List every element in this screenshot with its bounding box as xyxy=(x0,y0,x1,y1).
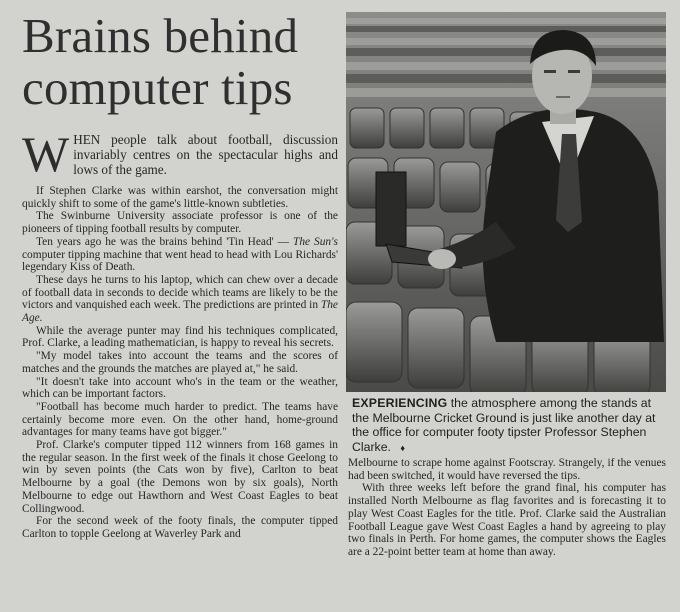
photo-professor-in-stands xyxy=(346,12,666,392)
paragraph: The Swinburne University associate professor is one of the pioneers of tipping football results by computer. xyxy=(22,210,338,236)
paragraph: With three weeks left before the grand final, his computer has installed North Melbourne as flag favorites and is forecasting it to play West Coast Eagles for the title. Prof. Clarke said the Australian Football League gave West Coast Eagles a hand by agreeing to play two finals in Perth. For home games, the computer shows the Eagles are a 22-point better team at home than away. xyxy=(348,482,666,558)
end-mark: ♦ xyxy=(400,442,405,453)
publication-name: The Age. xyxy=(22,299,338,325)
paragraph xyxy=(22,236,338,274)
publication-name: The Sun's xyxy=(293,235,338,248)
paragraph: "My model takes into account the teams and the scores of matches and the grounds the matches are played at," he said. xyxy=(22,350,338,375)
paragraph xyxy=(22,274,338,325)
article-right-column xyxy=(348,457,666,559)
paragraph: For the second week of the footy finals, the computer tipped Carlton to topple Geelong at Waverley Park and xyxy=(22,515,338,540)
caption-text: the atmosphere among the stands at the Melbourne Cricket Ground is just like another day at the office for computer footy tipster Professor Stephen Clarke. xyxy=(352,396,656,454)
paragraph-text: Ten years ago he was the brains behind 'Tin Head' — xyxy=(36,235,290,248)
paragraph: If Stephen Clarke was within earshot, the conversation might quickly shift to some of the game's little-known subtleties. xyxy=(22,185,338,210)
paragraph: While the average punter may find his techniques complicated, Prof. Clarke, a leading mathematician, is happy to reveal his secrets. xyxy=(22,324,338,350)
paragraph: "Football has become much harder to predict. The teams have certainly become more even. On the other hand, home-ground advantages for many teams have got bigger." xyxy=(22,400,338,439)
headline xyxy=(22,10,342,114)
paragraph: Melbourne to scrape home against Footscray. Strangely, if the venues had been switched, it would have reversed the tips. xyxy=(348,457,666,482)
photo-caption xyxy=(352,396,666,455)
paragraph: "It doesn't take into account who's in the team or the weather, which can be important factors. xyxy=(22,375,338,401)
intro-text: HEN people talk about football, discussion invariably centres on the spectacular highs and lows of the game. xyxy=(73,132,338,177)
paragraph-text: computer tipping machine that went head to head with Lou Richards' legendary Kiss of Death. xyxy=(22,248,338,274)
paragraph-text: These days he turns to his laptop, which can chew over a decade of football data in seconds to decide which teams are likely to be the victors and vanquished each week. The predictions are printed in xyxy=(22,273,338,312)
article-left-column xyxy=(22,126,338,541)
drop-cap: W xyxy=(22,126,70,182)
intro-paragraph xyxy=(22,126,338,182)
headline-line-1: Brains behind xyxy=(22,8,299,63)
paragraph: Prof. Clarke's computer tipped 112 winners from 168 games in the regular season. In the first week of the finals it chose Geelong to win by seven points (the Cats won by five), Carlton to beat Melbourne by a goal (the Demons won by six goals), North Melbourne to edge out Hawthorn and West Coast Eagles to beat Collingwood. xyxy=(22,439,338,515)
headline-line-2: computer tips xyxy=(22,60,293,115)
caption-lead: EXPERIENCING xyxy=(352,396,448,410)
